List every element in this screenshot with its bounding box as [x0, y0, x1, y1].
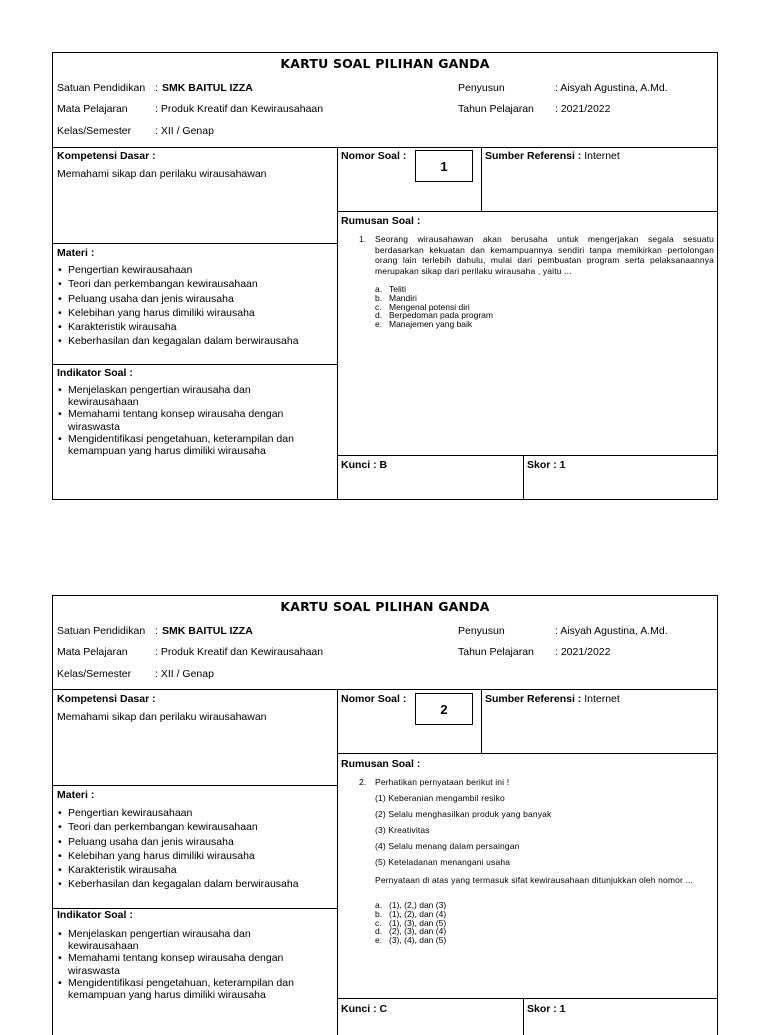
satuan-colon: : — [155, 82, 158, 94]
statement-item: (2) Selalu menghasilkan produk yang banyak — [375, 809, 552, 819]
tahun-value: : 2021/2022 — [555, 646, 611, 658]
tahun-label: Tahun Pelajaran — [458, 646, 534, 658]
list-item: • Mengidentifikasi pengetahuan, keterampilan dan kemampuan yang harus dimiliki wirausaha — [57, 977, 319, 1001]
mapel-value: : Produk Kreatif dan Kewirausahaan — [155, 646, 324, 658]
indikator-list — [57, 384, 319, 457]
kd-text: Memahami sikap dan perilaku wirausahawan — [57, 168, 267, 180]
list-item: • Teori dan perkembangan kewirausahaan — [57, 820, 333, 834]
penyusun-label: Penyusun — [458, 625, 505, 637]
option-item: b. (1), (2), dan (4) — [375, 908, 447, 919]
kelas-value: : XII / Genap — [155, 125, 214, 137]
list-item: • Teori dan perkembangan kewirausahaan — [57, 277, 333, 291]
satuan-label: Satuan Pendidikan — [57, 82, 146, 94]
kelas-label: Kelas/Semester — [57, 125, 132, 137]
list-item: • Menjelaskan pengertian wirausaha dan kewirausahaan — [57, 928, 319, 952]
sumber-ref — [485, 693, 620, 705]
mapel-label: Mata Pelajaran — [57, 646, 128, 658]
card-title: KARTU SOAL PILIHAN GANDA — [280, 599, 490, 614]
materi-label: Materi : — [57, 247, 95, 259]
card-title: KARTU SOAL PILIHAN GANDA — [280, 56, 490, 71]
list-item: • Peluang usaha dan jenis wirausaha — [57, 835, 333, 849]
option-item: a. Teliti — [375, 284, 407, 294]
statement-item: (5) Keteladanan menangani usaha — [375, 857, 511, 867]
option-item: c. Mengenal potensi diri — [375, 301, 470, 312]
kd-label: Kompetensi Dasar : — [57, 150, 156, 162]
kunci-text: Kunci : B — [341, 459, 388, 471]
kunci-text: Kunci : C — [341, 1003, 388, 1015]
statement-item: (1) Keberanian mengambil resiko — [375, 793, 505, 803]
skor-text: Skor : 1 — [527, 1003, 566, 1015]
penyusun-value: : Aisyah Agustina, A.Md. — [555, 82, 668, 94]
satuan-value: SMK BAITUL IZZA — [162, 82, 253, 94]
list-item: • Keberhasilan dan kegagalan dalam berwirausaha — [57, 877, 333, 891]
rumusan-label: Rumusan Soal : — [341, 215, 421, 227]
options-list — [375, 285, 675, 329]
nomor-box: 1 — [415, 150, 473, 182]
rumusan-label: Rumusan Soal : — [341, 758, 421, 770]
list-item: • Mengidentifikasi pengetahuan, keterampilan dan kemampuan yang harus dimiliki wirausaha — [57, 433, 319, 457]
list-item: • Pengertian kewirausahaan — [57, 806, 333, 820]
indikator-list — [57, 928, 319, 1001]
kd-label: Kompetensi Dasar : — [57, 693, 156, 705]
nomor-label: Nomor Soal : — [341, 693, 407, 705]
list-item: • Peluang usaha dan jenis wirausaha — [57, 292, 333, 306]
list-item: • Memahami tentang konsep wirausaha dengan wiraswasta — [57, 952, 319, 976]
option-item: b. Mandiri — [375, 292, 417, 303]
list-item: • Memahami tentang konsep wirausaha dengan wiraswasta — [57, 408, 319, 432]
mapel-value: : Produk Kreatif dan Kewirausahaan — [155, 103, 324, 115]
option-item: e. Manajemen yang baik — [375, 319, 473, 330]
materi-label: Materi : — [57, 789, 95, 801]
options-list — [375, 901, 675, 945]
list-item: • Karakteristik wirausaha — [57, 863, 333, 877]
list-item: • Kelebihan yang harus dimiliki wirausaha — [57, 306, 333, 320]
list-item: • Menjelaskan pengertian wirausaha dan kewirausahaan — [57, 384, 319, 408]
option-item: c. (1), (3), dan (5) — [375, 917, 447, 928]
indikator-label: Indikator Soal : — [57, 367, 133, 379]
satuan-value: SMK BAITUL IZZA — [162, 625, 253, 637]
materi-list — [57, 806, 333, 892]
sumber-label: Sumber Referensi : — [485, 150, 582, 162]
indikator-label: Indikator Soal : — [57, 909, 133, 921]
sumber-value: Internet — [584, 150, 620, 162]
mapel-label: Mata Pelajaran — [57, 103, 128, 115]
penyusun-label: Penyusun — [458, 82, 505, 94]
list-item: • Keberhasilan dan kegagalan dalam berwirausaha — [57, 334, 333, 348]
materi-list — [57, 263, 333, 349]
tahun-label: Tahun Pelajaran — [458, 103, 534, 115]
option-item: e. (3), (4), dan (5) — [375, 935, 447, 946]
nomor-label: Nomor Soal : — [341, 150, 407, 162]
question-card-2 — [52, 595, 718, 1035]
skor-text: Skor : 1 — [527, 459, 566, 471]
question-text: Seorang wirausahawan akan berusaha untuk mengerjakan segala sesuatu berdasarkan kekuatan dan kemampuannya sendiri tanpa memikirkan pertolongan orang lain terlebih dahulu, mulai dari pembuatan program serta pelaksanaannya merupakan sikap dari perilaku wirausaha , yaitu ... — [375, 234, 714, 276]
list-item: • Karakteristik wirausaha — [57, 320, 333, 334]
satuan-colon: : — [155, 625, 158, 637]
question-intro: Perhatikan pernyataan berikut ini ! — [375, 777, 510, 787]
list-item: • Pengertian kewirausahaan — [57, 263, 333, 277]
option-item: d. Berpedoman pada program — [375, 310, 493, 321]
list-item: • Kelebihan yang harus dimiliki wirausaha — [57, 849, 333, 863]
penyusun-value: : Aisyah Agustina, A.Md. — [555, 625, 668, 637]
kelas-value: : XII / Genap — [155, 668, 214, 680]
kelas-label: Kelas/Semester — [57, 668, 132, 680]
question-number: 1. — [359, 234, 367, 244]
sumber-value: Internet — [584, 693, 620, 705]
sumber-ref — [485, 150, 620, 162]
nomor-box: 2 — [415, 693, 473, 725]
sumber-label: Sumber Referensi : — [485, 693, 582, 705]
question-text: Pernyataan di atas yang termasuk sifat kewirausahaan ditunjukkan oleh nomor ... — [375, 875, 694, 885]
kd-text: Memahami sikap dan perilaku wirausahawan — [57, 711, 267, 723]
tahun-value: : 2021/2022 — [555, 103, 611, 115]
option-item: a. (1), (2,) dan (3) — [375, 900, 447, 910]
question-card-1 — [52, 52, 718, 500]
question-number: 2. — [359, 777, 367, 787]
option-item: d. (2), (3), dan (4) — [375, 926, 447, 937]
statement-item: (4) Selalu menang dalam persaingan — [375, 841, 520, 851]
satuan-label: Satuan Pendidikan — [57, 625, 146, 637]
statement-item: (3) Kreativitas — [375, 825, 430, 835]
